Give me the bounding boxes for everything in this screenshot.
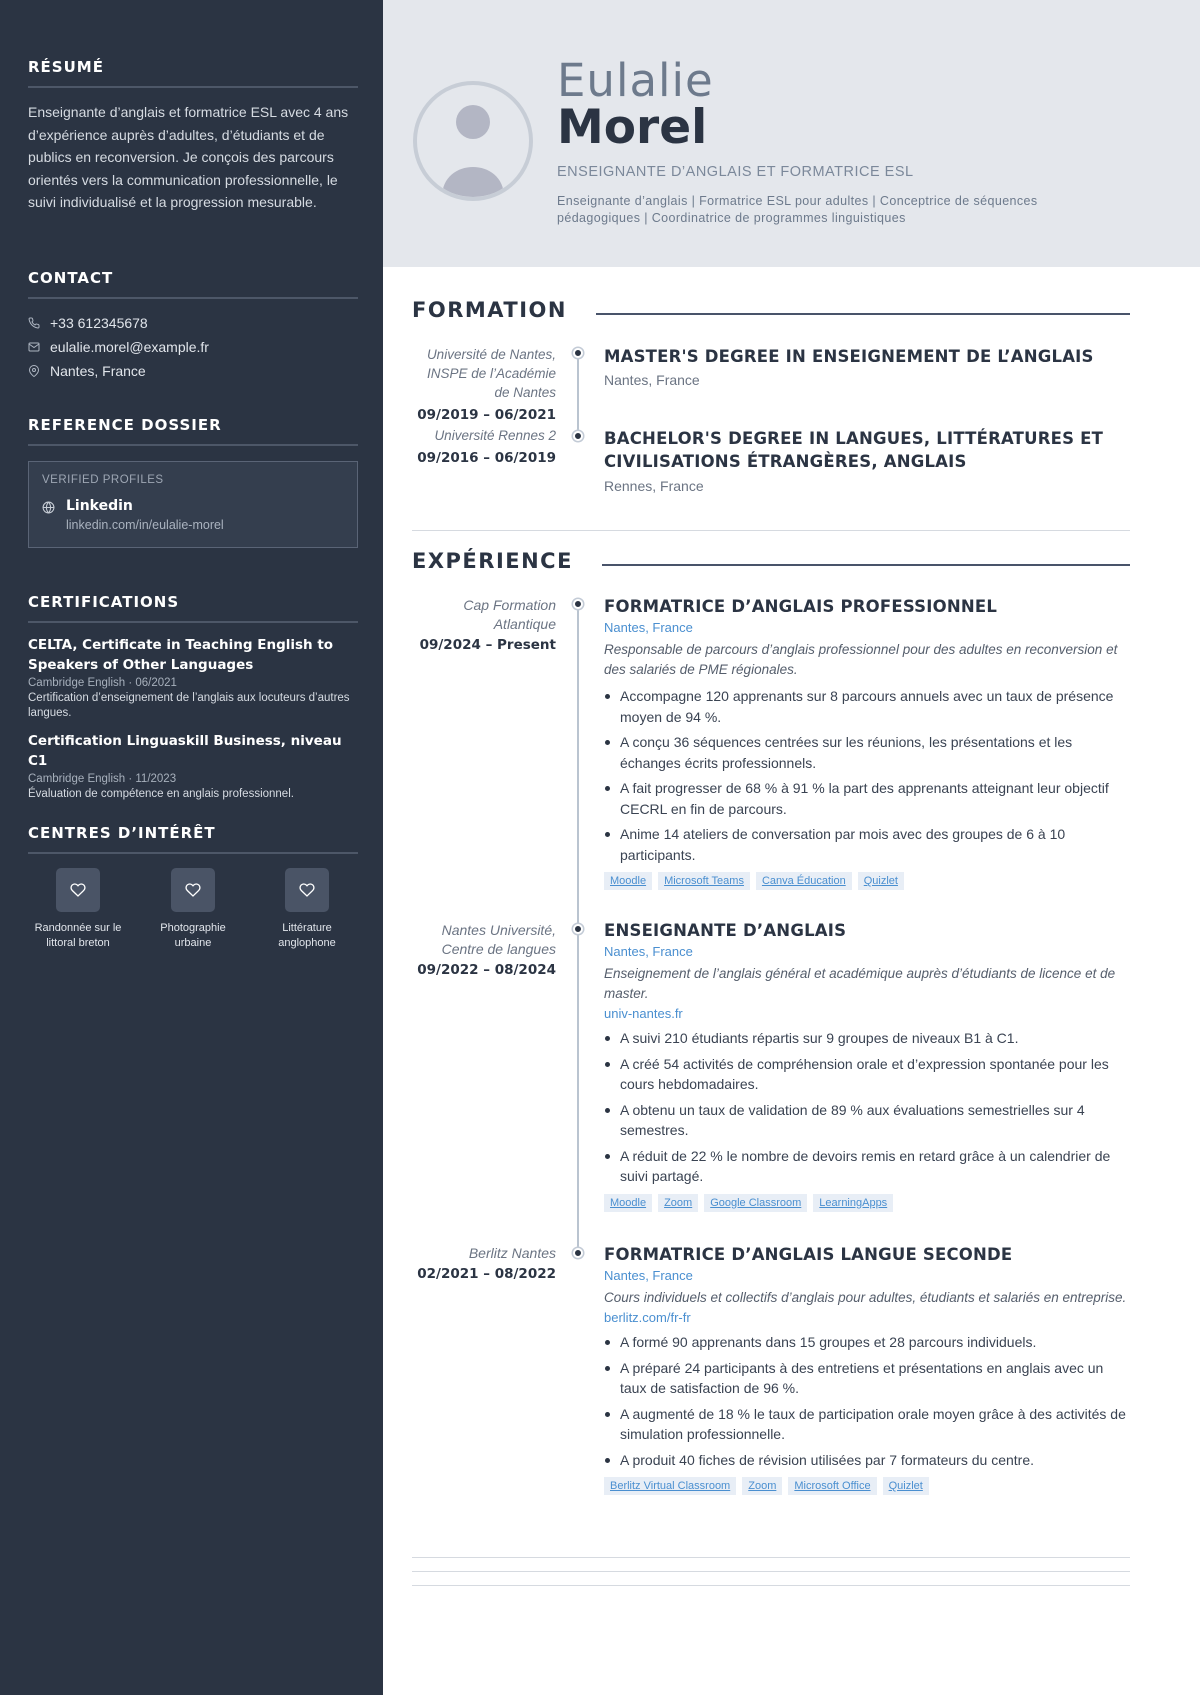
- interest-label: Littérature: [282, 922, 332, 934]
- role-location: Nantes, France: [604, 620, 693, 635]
- achievement-item: A réduit de 22 % le nombre de devoirs remis en retard grâce à un calendrier de suivi partagé.: [604, 1146, 1132, 1187]
- mail-icon: [28, 341, 50, 353]
- interest-label: Photographie: [160, 922, 226, 934]
- employer-line: Cap Formation: [463, 597, 556, 613]
- interest-label: anglophone: [278, 937, 336, 949]
- institution-line: INSPE de l’Académie: [426, 366, 556, 381]
- degree-location: Nantes, France: [604, 372, 700, 388]
- interest-item: [257, 868, 357, 951]
- verified-profiles-label: VERIFIED PROFILES: [42, 474, 164, 486]
- timeline-dot: [573, 924, 583, 934]
- achievement-item: Anime 14 ateliers de conversation par mois avec des groupes de 6 à 10 participants.: [604, 824, 1132, 865]
- tool-tag[interactable]: Google Classroom: [704, 1194, 807, 1212]
- cert-title: Certification Linguaskill Business, niveau C1: [28, 733, 342, 769]
- tool-tag[interactable]: Canva Éducation: [756, 872, 852, 890]
- verified-profiles-box: [28, 461, 358, 548]
- heart-icon: [285, 868, 329, 912]
- timeline-dot: [573, 431, 583, 441]
- interests-heading: CENTRES D’INTÉRÊT: [28, 824, 358, 854]
- location-text: Nantes, France: [50, 363, 146, 379]
- email-text: eulalie.morel@example.fr: [50, 339, 209, 355]
- person-icon: [417, 85, 529, 197]
- interest-label: littoral breton: [46, 937, 110, 949]
- formation-heading-rule: [596, 313, 1130, 315]
- formation-right-1: [604, 345, 1132, 388]
- experience-right-1: [604, 595, 1132, 890]
- contact-email[interactable]: [28, 335, 358, 359]
- sidebar: [0, 0, 383, 1695]
- experience-dates: 02/2021 – 08/2022: [417, 1266, 556, 1282]
- employer-line: Atlantique: [493, 616, 556, 632]
- phone-icon: [28, 317, 50, 329]
- formation-heading: FORMATION: [412, 298, 567, 322]
- achievement-item: A suivi 210 étudiants répartis sur 9 groupes de niveaux B1 à C1.: [604, 1028, 1132, 1049]
- formation-left-1: [400, 345, 556, 425]
- cert-meta: Cambridge English · 11/2023: [28, 773, 177, 785]
- contact-phone[interactable]: [28, 311, 358, 335]
- certification-item: [28, 731, 358, 802]
- achievement-item: A produit 40 fiches de révision utilisées par 7 formateurs du centre.: [604, 1450, 1132, 1471]
- formation-dates: 09/2019 – 06/2021: [417, 407, 556, 423]
- achievements-list: [604, 1028, 1132, 1187]
- company-website-link[interactable]: berlitz.com/fr-fr: [604, 1310, 691, 1325]
- institution-line: de Nantes: [494, 385, 556, 400]
- timeline-dot: [573, 599, 583, 609]
- tagline: Enseignante d’anglais | Formatrice ESL pour adultes | Conceptrice de séquences pédagogiques | Coordinatrice de programmes linguistiques: [557, 194, 1038, 225]
- tool-tags: [604, 872, 1132, 890]
- role-location: Nantes, France: [604, 944, 693, 959]
- experience-left-2: [400, 921, 556, 980]
- degree-title: MASTER'S DEGREE IN ENSEIGNEMENT DE L’ANGLAIS: [604, 347, 1094, 366]
- tool-tag[interactable]: Moodle: [604, 1194, 652, 1212]
- globe-icon: [42, 497, 66, 518]
- timeline-dot: [573, 348, 583, 358]
- achievement-item: A augmenté de 18 % le taux de participation orale moyen grâce à des activités de simulation professionnelle.: [604, 1404, 1132, 1445]
- experience-dates: 09/2022 – 08/2024: [417, 962, 556, 978]
- employer-line: Nantes Université,: [441, 922, 556, 938]
- heart-icon: [171, 868, 215, 912]
- degree-title: BACHELOR'S DEGREE IN LANGUES, LITTÉRATURES ET: [604, 429, 1104, 448]
- experience-right-2: [604, 919, 1132, 1212]
- achievement-item: A formé 90 apprenants dans 15 groupes et 28 parcours individuels.: [604, 1332, 1132, 1353]
- experience-right-3: [604, 1243, 1132, 1495]
- cert-desc: Certification d’enseignement de l’anglais aux locuteurs d’autres langues.: [28, 692, 350, 719]
- role-title: ENSEIGNANTE D’ANGLAIS: [604, 921, 847, 940]
- resume-heading: RÉSUMÉ: [28, 58, 358, 88]
- tool-tag[interactable]: Zoom: [658, 1194, 698, 1212]
- last-name: Morel: [557, 100, 708, 155]
- experience-heading: EXPÉRIENCE: [412, 549, 573, 573]
- experience-left-1: [400, 596, 556, 655]
- company-website-link[interactable]: univ-nantes.fr: [604, 1006, 683, 1021]
- role-description: Cours individuels et collectifs d’anglais pour adultes, étudiants et salariés en entreprise.: [604, 1290, 1127, 1305]
- cert-meta: Cambridge English · 06/2021: [28, 677, 177, 689]
- heart-icon: [56, 868, 100, 912]
- interest-item: [28, 868, 128, 951]
- formation-dates: 09/2016 – 06/2019: [417, 450, 556, 466]
- employer-line: Centre de langues: [441, 941, 556, 957]
- achievements-list: [604, 686, 1132, 865]
- achievement-item: A obtenu un taux de validation de 89 % aux évaluations semestrielles sur 4 semestres.: [604, 1100, 1132, 1141]
- cert-title: CELTA, Certificate in Teaching English to Speakers of Other Languages: [28, 637, 334, 673]
- institution-line: Université Rennes 2: [434, 428, 556, 443]
- certification-item: [28, 635, 358, 721]
- resume-text: Enseignante d’anglais et formatrice ESL avec 4 ans d’expérience auprès d’adultes, d’étudiants et de publics en reconversion. Je conçois des parcours orientés vers la communication professionnelle, le suivi individualisé et la progression mesurable.: [28, 104, 349, 210]
- tool-tag[interactable]: Microsoft Teams: [658, 872, 750, 890]
- achievement-item: A préparé 24 participants à des entretiens et présentations en anglais avec un taux de satisfaction de 96 %.: [604, 1358, 1132, 1399]
- degree-location: Rennes, France: [604, 478, 704, 494]
- achievement-item: Accompagne 120 apprenants sur 8 parcours annuels avec un taux de présence moyen de 94 %.: [604, 686, 1132, 727]
- tool-tag[interactable]: Quizlet: [883, 1477, 929, 1495]
- degree-title: CIVILISATIONS ÉTRANGÈRES, ANGLAIS: [604, 452, 967, 471]
- interest-item: [143, 868, 243, 951]
- phone-text: +33 612345678: [50, 315, 148, 331]
- section-divider: [412, 530, 1130, 531]
- achievement-item: A créé 54 activités de compréhension orale et d’expression spontanée pour les cours hebdomadaires.: [604, 1054, 1132, 1095]
- profile-network: Linkedin: [66, 498, 133, 514]
- role-location: Nantes, France: [604, 1268, 693, 1283]
- achievement-item: A conçu 36 séquences centrées sur les réunions, les présentations et les échanges écrits professionnels.: [604, 732, 1132, 773]
- contact-location: [28, 359, 358, 383]
- formation-left-2: [400, 426, 556, 468]
- tool-tag[interactable]: Quizlet: [858, 872, 904, 890]
- section-divider: [412, 1571, 1130, 1572]
- experience-dates: 09/2024 – Present: [419, 637, 556, 653]
- dossier-heading: REFERENCE DOSSIER: [28, 416, 358, 446]
- tool-tags: [604, 1477, 1132, 1495]
- tool-tags: [604, 1194, 1132, 1212]
- interest-label: urbaine: [174, 937, 212, 949]
- achievement-item: A fait progresser de 68 % à 91 % la part des apprenants atteignant leur objectif CECRL en fin de parcours.: [604, 778, 1132, 819]
- profile-url[interactable]: linkedin.com/in/eulalie-morel: [66, 518, 224, 532]
- role-description: Responsable de parcours d’anglais professionnel pour des adultes en reconversion et des salariés de PME régionales.: [604, 642, 1118, 677]
- tool-tag[interactable]: Microsoft Office: [788, 1477, 876, 1495]
- first-name: Eulalie: [557, 54, 714, 107]
- profile-header: [383, 0, 1200, 267]
- avatar: [413, 81, 533, 201]
- section-divider: [412, 1585, 1130, 1586]
- timeline-dot: [573, 1248, 583, 1258]
- experience-left-3: [400, 1244, 556, 1284]
- tool-tag[interactable]: LearningApps: [813, 1194, 893, 1212]
- tool-tag[interactable]: Zoom: [742, 1477, 782, 1495]
- role-title: FORMATRICE D’ANGLAIS PROFESSIONNEL: [604, 597, 998, 616]
- formation-right-2: [604, 427, 1132, 494]
- formation-timeline: [577, 352, 579, 438]
- job-title: ENSEIGNANTE D’ANGLAIS ET FORMATRICE ESL: [557, 164, 914, 180]
- contact-heading: CONTACT: [28, 269, 358, 299]
- experience-heading-rule: [602, 564, 1130, 566]
- linkedin-profile[interactable]: [42, 497, 344, 535]
- map-pin-icon: [28, 365, 50, 377]
- institution-line: Université de Nantes,: [426, 347, 556, 362]
- achievements-list: [604, 1332, 1132, 1470]
- certifications-heading: CERTIFICATIONS: [28, 593, 358, 623]
- tool-tag[interactable]: Moodle: [604, 872, 652, 890]
- tool-tag[interactable]: Berlitz Virtual Classroom: [604, 1477, 736, 1495]
- cert-desc: Évaluation de compétence en anglais professionnel.: [28, 788, 294, 800]
- role-title: FORMATRICE D’ANGLAIS LANGUE SECONDE: [604, 1245, 1013, 1264]
- role-description: Enseignement de l’anglais général et académique auprès d’étudiants de licence et de master.: [604, 966, 1116, 1001]
- section-divider: [412, 1557, 1130, 1558]
- interest-label: Randonnée sur le: [34, 922, 122, 934]
- employer-line: Berlitz Nantes: [468, 1245, 556, 1261]
